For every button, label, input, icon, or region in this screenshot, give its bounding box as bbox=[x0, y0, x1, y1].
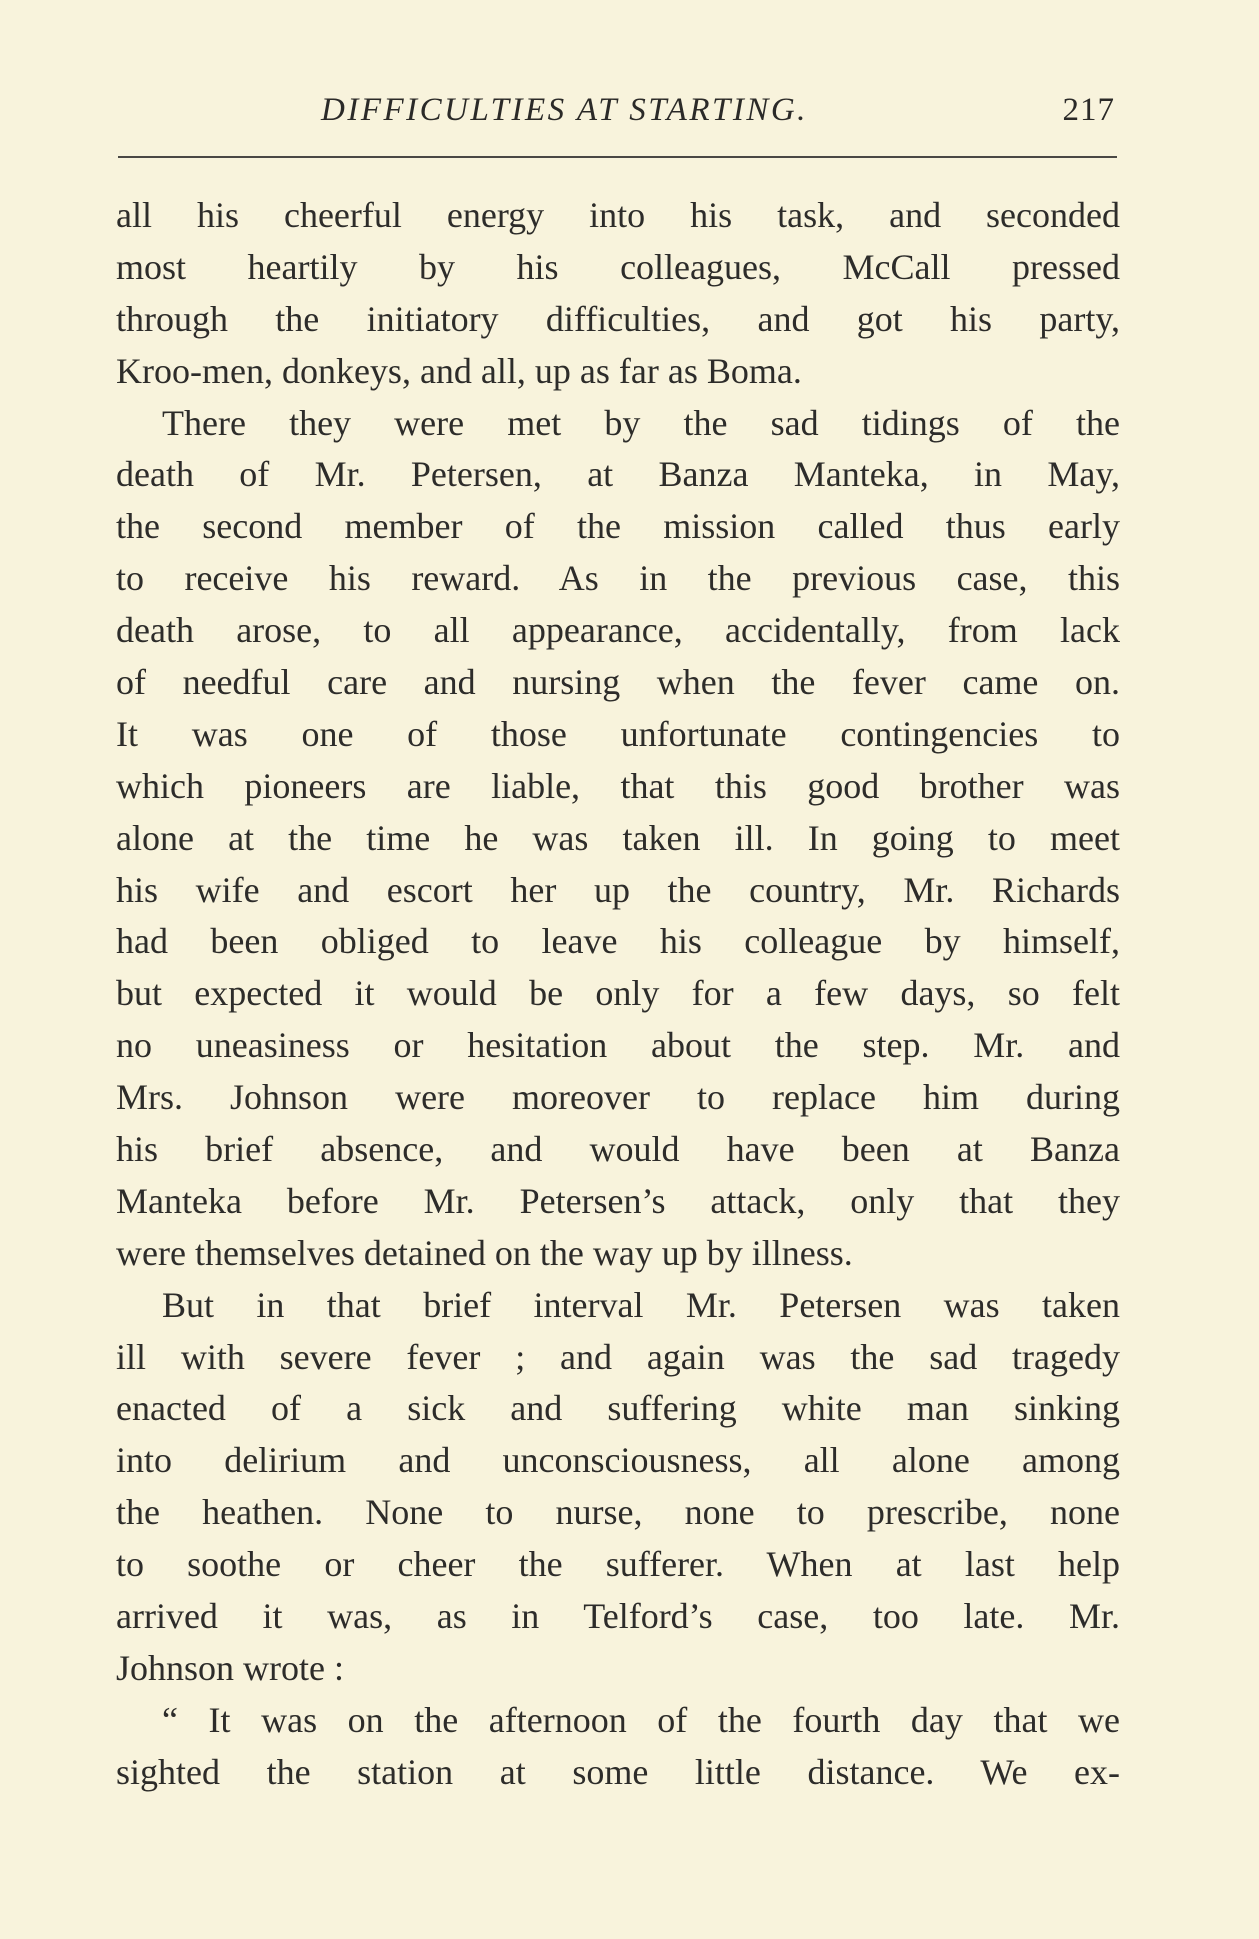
text-line: ill with severe fever ; and again was the sad tragedy bbox=[116, 1336, 1120, 1377]
text-line: death of Mr. Petersen, at Banza Manteka, in May, bbox=[116, 454, 1120, 495]
text-line: Mrs. Johnson were moreover to replace him during bbox=[116, 1077, 1120, 1118]
text-line: through the initiatory difficulties, and got his party, bbox=[116, 298, 1120, 339]
text-line: enacted of a sick and suffering white man sinking bbox=[116, 1388, 1120, 1429]
text-line: “ It was on the afternoon of the fourth day that we bbox=[162, 1699, 1120, 1740]
running-title: DIFFICULTIES AT STARTING. bbox=[321, 92, 808, 128]
body-text bbox=[116, 190, 1120, 1799]
text-line: the heathen. None to nurse, none to prescribe, none bbox=[116, 1492, 1120, 1533]
text-line: to soothe or cheer the sufferer. When at last help bbox=[116, 1544, 1120, 1585]
text-line: most heartily by his colleagues, McCall pressed bbox=[116, 246, 1120, 287]
text-line: arrived it was, as in Telford’s case, too late. Mr. bbox=[116, 1596, 1120, 1637]
text-line: There they were met by the sad tidings of the bbox=[162, 402, 1120, 443]
text-line: It was one of those unfortunate contingencies to bbox=[116, 713, 1120, 754]
text-line: of needful care and nursing when the fever came on. bbox=[116, 662, 1120, 703]
text-line: death arose, to all appearance, accidentally, from lack bbox=[116, 610, 1120, 651]
text-line: the second member of the mission called thus early bbox=[116, 506, 1120, 547]
text-line: no uneasiness or hesitation about the step. Mr. and bbox=[116, 1025, 1120, 1066]
text-line: his wife and escort her up the country, Mr. Richards bbox=[116, 869, 1120, 910]
text-line: Kroo-men, donkeys, and all, up as far as Boma. bbox=[116, 350, 802, 391]
running-head bbox=[118, 92, 1118, 132]
text-line: into delirium and unconsciousness, all alone among bbox=[116, 1440, 1120, 1481]
text-line: his brief absence, and would have been at Banza bbox=[116, 1129, 1120, 1170]
text-line: But in that brief interval Mr. Petersen was taken bbox=[162, 1284, 1120, 1325]
text-line: had been obliged to leave his colleague by himself, bbox=[116, 921, 1120, 962]
text-line: to receive his reward. As in the previous case, this bbox=[116, 558, 1120, 599]
page-number: 217 bbox=[1062, 92, 1115, 128]
text-line: alone at the time he was taken ill. In going to meet bbox=[116, 817, 1120, 858]
text-line: but expected it would be only for a few days, so felt bbox=[116, 973, 1120, 1014]
header-rule bbox=[118, 156, 1117, 158]
text-line: sighted the station at some little distance. We ex- bbox=[116, 1751, 1120, 1792]
text-line: Manteka before Mr. Petersen’s attack, only that they bbox=[116, 1180, 1120, 1221]
text-line: all his cheerful energy into his task, and seconded bbox=[116, 195, 1120, 235]
text-line: which pioneers are liable, that this good brother was bbox=[116, 765, 1120, 806]
text-line: Johnson wrote : bbox=[116, 1647, 344, 1688]
text-line: were themselves detained on the way up by illness. bbox=[116, 1232, 853, 1273]
